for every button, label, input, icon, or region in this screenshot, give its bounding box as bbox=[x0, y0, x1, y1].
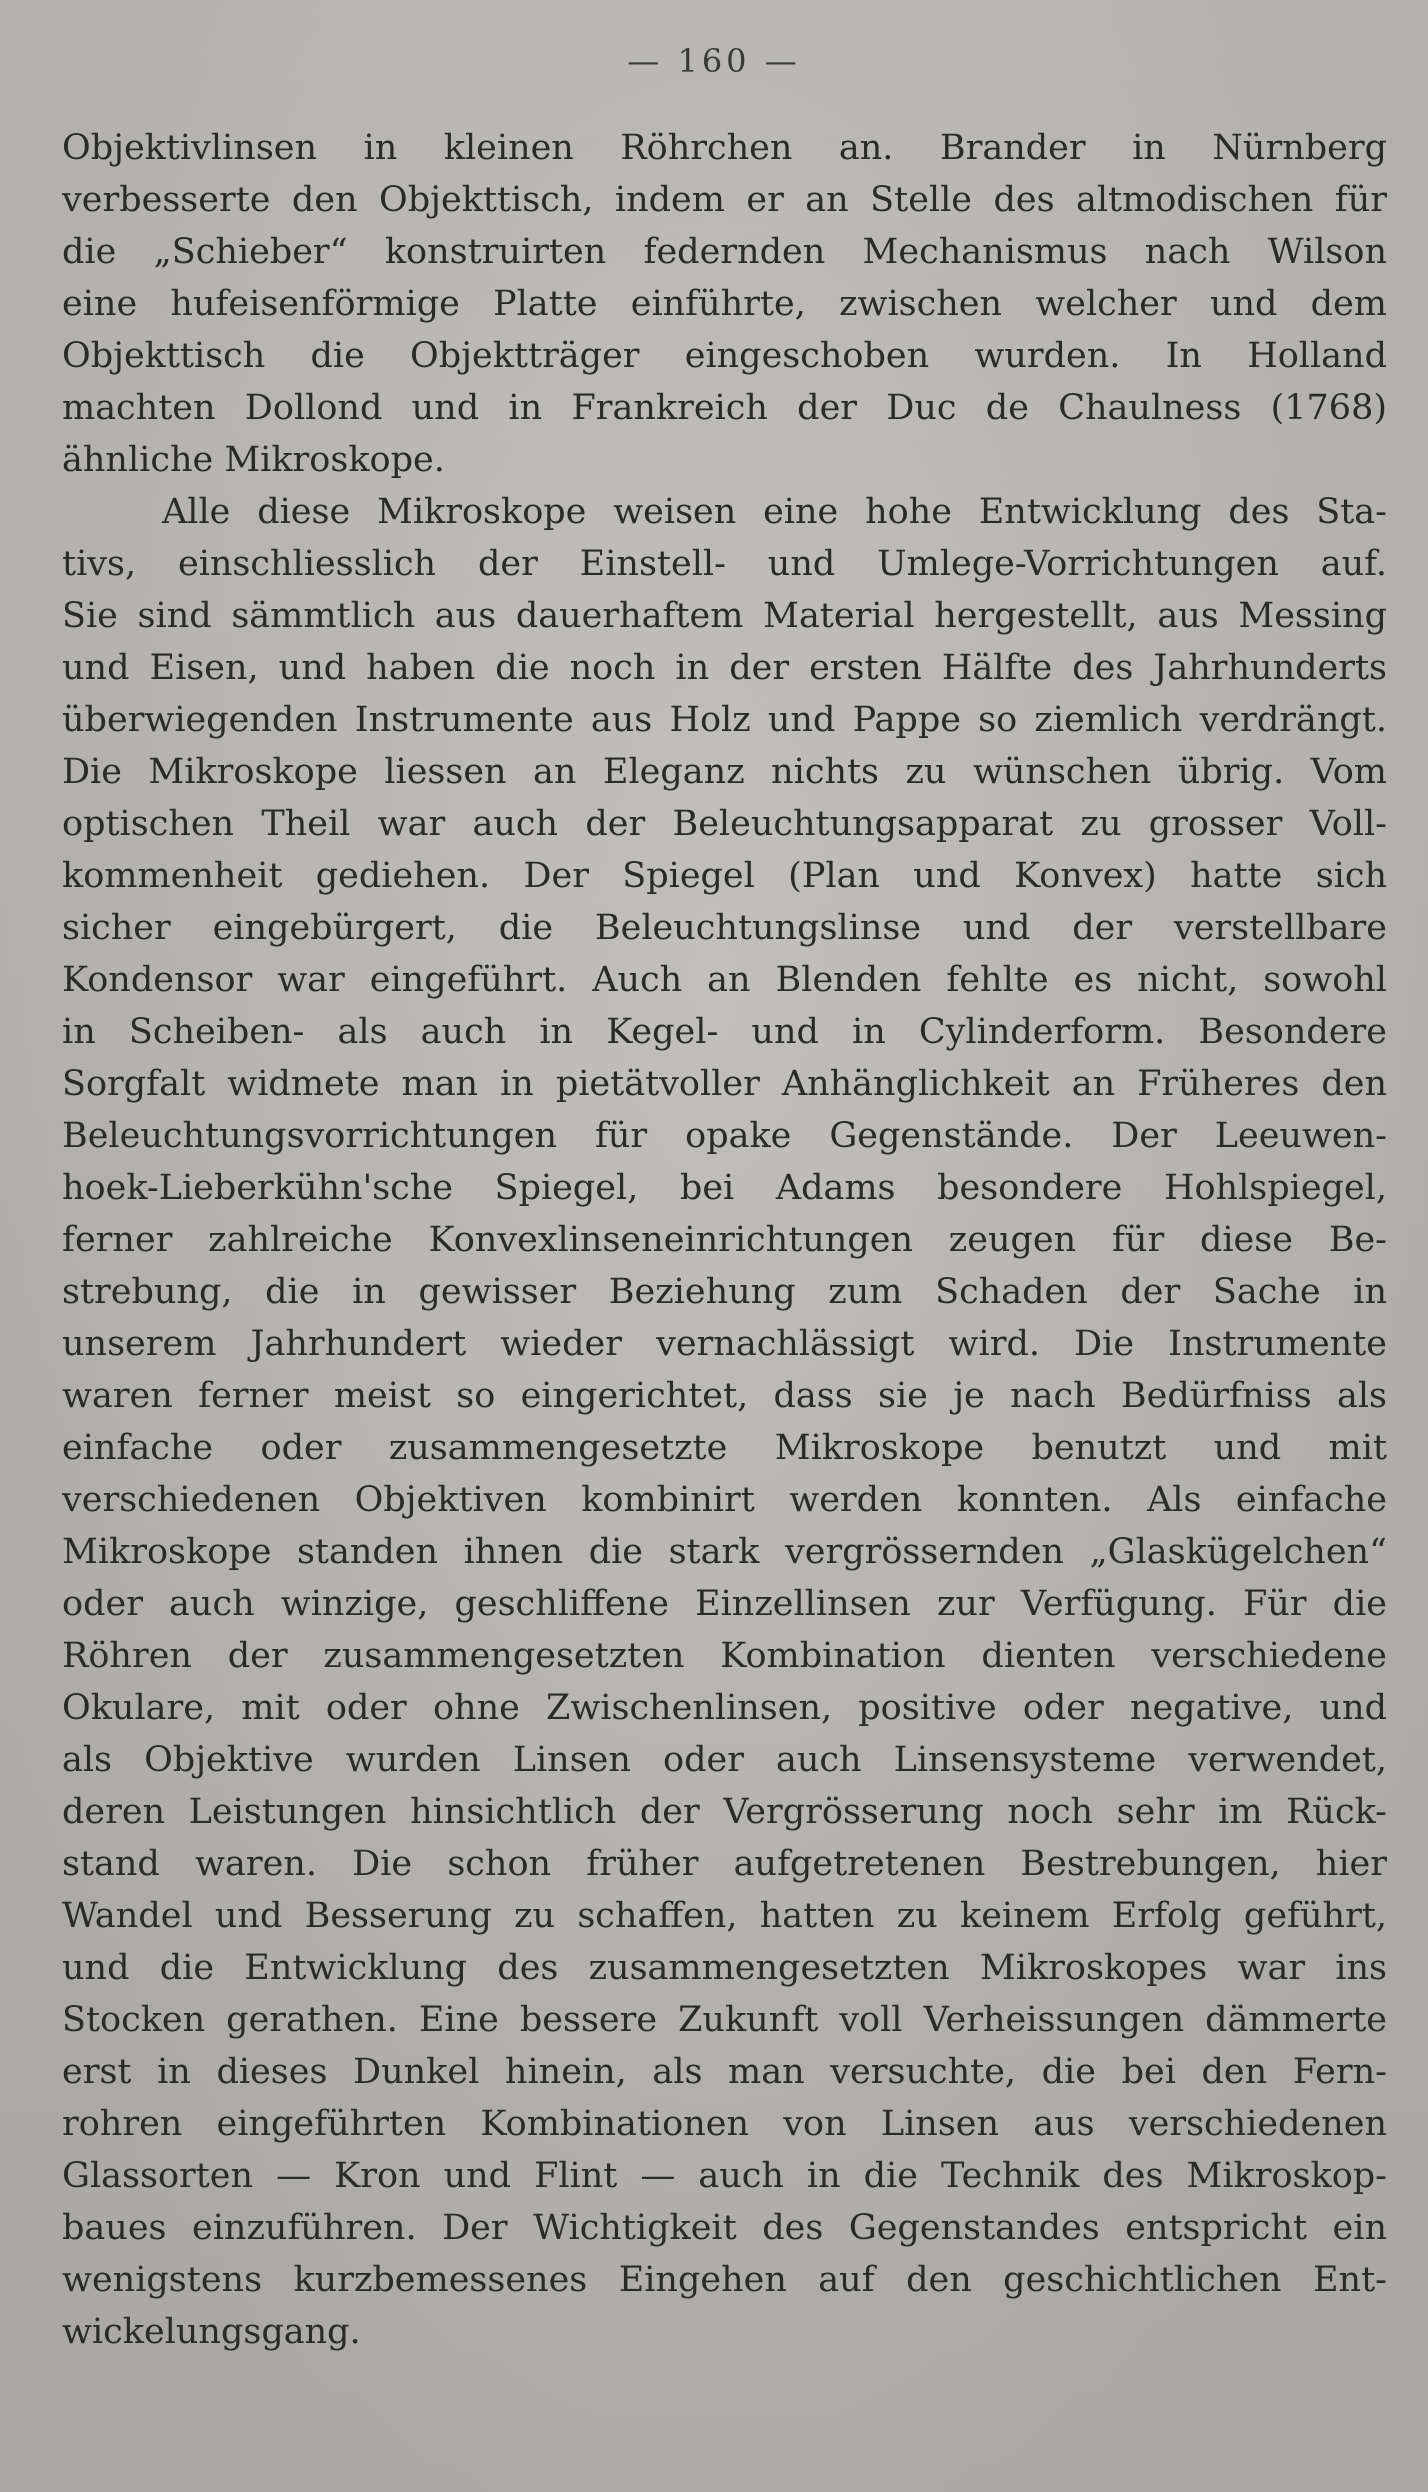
text-line: und die Entwicklung des zusammengesetzten Mikroskopes war ins bbox=[62, 1948, 1387, 1988]
text-line: machten Dollond und in Frankreich der Duc de Chaulness (1768) bbox=[62, 388, 1387, 428]
text-line: Sie sind sämmtlich aus dauerhaftem Material hergestellt, aus Messing bbox=[62, 596, 1387, 636]
text-line: eine hufeisenförmige Platte einführte, zwischen welcher und dem bbox=[62, 284, 1387, 324]
text-line: in Scheiben- als auch in Kegel- und in Cylinderform. Besondere bbox=[62, 1012, 1387, 1052]
text-line: Objekttisch die Objektträger eingeschoben wurden. In Holland bbox=[62, 336, 1387, 376]
text-line: Beleuchtungsvorrichtungen für opake Gegenstände. Der Leeuwen- bbox=[62, 1116, 1387, 1156]
text-line: Kondensor war eingeführt. Auch an Blenden fehlte es nicht, sowohl bbox=[62, 960, 1387, 1000]
text-line: Mikroskope standen ihnen die stark vergrössernden „Glaskügelchen“ bbox=[62, 1532, 1387, 1572]
paragraph bbox=[62, 122, 1387, 486]
text-line: verbesserte den Objekttisch, indem er an Stelle des altmodischen für bbox=[62, 180, 1387, 220]
text-line: erst in dieses Dunkel hinein, als man versuchte, die bei den Fern- bbox=[62, 2052, 1387, 2092]
text-line: Objektivlinsen in kleinen Röhrchen an. Brander in Nürnberg bbox=[62, 128, 1387, 168]
text-line: baues einzuführen. Der Wichtigkeit des Gegenstandes entspricht ein bbox=[62, 2208, 1387, 2248]
text-line: ferner zahlreiche Konvexlinseneinrichtungen zeugen für diese Be- bbox=[62, 1220, 1387, 1260]
page-number: — 160 — bbox=[627, 42, 801, 80]
text-line: die „Schieber“ konstruirten federnden Mechanismus nach Wilson bbox=[62, 232, 1387, 272]
text-line: und Eisen, und haben die noch in der ersten Hälfte des Jahrhunderts bbox=[62, 648, 1387, 688]
text-line: rohren eingeführten Kombinationen von Linsen aus verschiedenen bbox=[62, 2104, 1387, 2144]
text-line: unserem Jahrhundert wieder vernachlässigt wird. Die Instrumente bbox=[62, 1324, 1387, 1364]
body-text bbox=[62, 122, 1387, 2358]
text-line: hoek-Lieberkühn'sche Spiegel, bei Adams besondere Hohlspiegel, bbox=[62, 1168, 1387, 1208]
text-line: wenigstens kurzbemessenes Eingehen auf den geschichtlichen Ent- bbox=[62, 2260, 1387, 2300]
text-line: Alle diese Mikroskope weisen eine hohe Entwicklung des Sta- bbox=[162, 492, 1387, 532]
text-line: ähnliche Mikroskope. bbox=[62, 440, 445, 480]
text-line: wickelungsgang. bbox=[62, 2312, 361, 2352]
text-line: sicher eingebürgert, die Beleuchtungslinse und der verstellbare bbox=[62, 908, 1387, 948]
text-line: Sorgfalt widmete man in pietätvoller Anhänglichkeit an Früheres den bbox=[62, 1064, 1387, 1104]
text-line: Wandel und Besserung zu schaffen, hatten zu keinem Erfolg geführt, bbox=[62, 1896, 1387, 1936]
text-line: Stocken gerathen. Eine bessere Zukunft voll Verheissungen dämmerte bbox=[62, 2000, 1387, 2040]
text-line: stand waren. Die schon früher aufgetretenen Bestrebungen, hier bbox=[62, 1844, 1387, 1884]
text-line: waren ferner meist so eingerichtet, dass sie je nach Bedürfniss als bbox=[62, 1376, 1387, 1416]
text-line: deren Leistungen hinsichtlich der Vergrösserung noch sehr im Rück- bbox=[62, 1792, 1387, 1832]
text-line: kommenheit gediehen. Der Spiegel (Plan und Konvex) hatte sich bbox=[62, 856, 1387, 896]
text-line: Okulare, mit oder ohne Zwischenlinsen, positive oder negative, und bbox=[62, 1688, 1387, 1728]
text-line: als Objektive wurden Linsen oder auch Linsensysteme verwendet, bbox=[62, 1740, 1387, 1780]
text-line: optischen Theil war auch der Beleuchtungsapparat zu grosser Voll- bbox=[62, 804, 1387, 844]
text-line: oder auch winzige, geschliffene Einzellinsen zur Verfügung. Für die bbox=[62, 1584, 1387, 1624]
text-line: Die Mikroskope liessen an Eleganz nichts zu wünschen übrig. Vom bbox=[62, 752, 1387, 792]
paragraph bbox=[62, 486, 1387, 2358]
text-line: Röhren der zusammengesetzten Kombination dienten verschiedene bbox=[62, 1636, 1387, 1676]
text-line: verschiedenen Objektiven kombinirt werden konnten. Als einfache bbox=[62, 1480, 1387, 1520]
text-line: tivs, einschliesslich der Einstell- und Umlege-Vorrichtungen auf. bbox=[62, 544, 1387, 584]
text-line: strebung, die in gewisser Beziehung zum Schaden der Sache in bbox=[62, 1272, 1387, 1312]
text-line: einfache oder zusammengesetzte Mikroskope benutzt und mit bbox=[62, 1428, 1387, 1468]
text-line: Glassorten — Kron und Flint — auch in die Technik des Mikroskop- bbox=[62, 2156, 1387, 2196]
text-line: überwiegenden Instrumente aus Holz und Pappe so ziemlich verdrängt. bbox=[62, 700, 1387, 740]
